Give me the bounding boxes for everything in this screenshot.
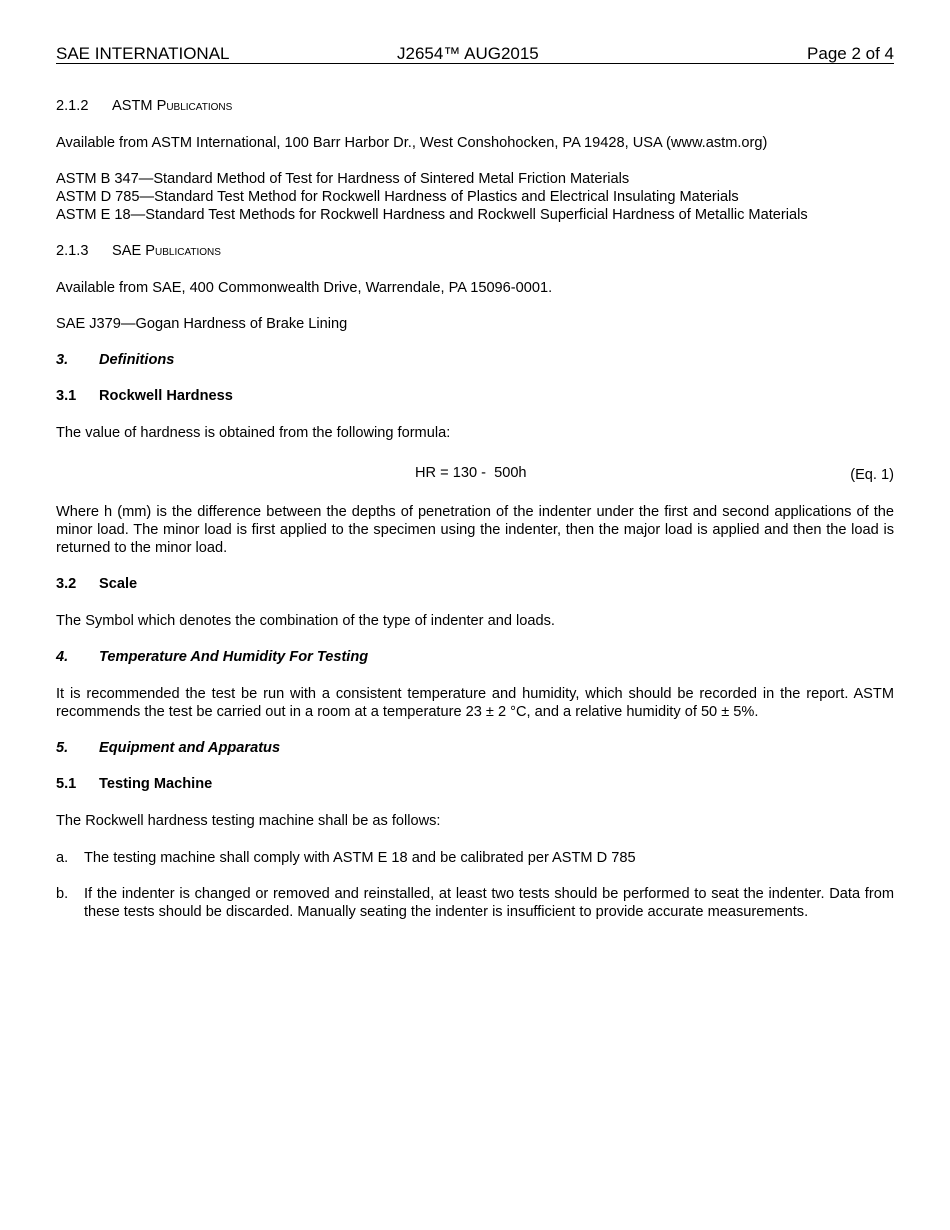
section-number: 5.: [56, 740, 69, 756]
section-5-1-heading: [56, 775, 212, 793]
list-item-text: The testing machine shall comply with ASTM E 18 and be calibrated per ASTM D 785: [84, 850, 636, 866]
section-number: 3.1: [56, 388, 77, 404]
equation-label: (Eq. 1): [850, 467, 894, 483]
section-number: 4.: [56, 649, 69, 665]
list-item: [56, 885, 894, 921]
list-item-text: If the indenter is changed or removed and reinstalled, at least two tests should be performed to seat the indenter. Data from these tests should be discarded. Manually seating the indenter is insufficient to provide accurate measurements.: [84, 886, 894, 920]
section-2-1-2-heading: [56, 97, 232, 115]
header-rule: [56, 63, 894, 64]
section-5-1-intro: The Rockwell hardness testing machine shall be as follows:: [56, 813, 441, 829]
section-3-2-text: The Symbol which denotes the combination of the type of indenter and loads.: [56, 613, 555, 629]
section-2-1-3-heading: [56, 242, 221, 260]
list-item-label: b.: [56, 886, 69, 902]
header-page-number: Page 2 of 4: [807, 44, 894, 63]
section-title: SAE Publications: [112, 243, 221, 259]
section-title: Rockwell Hardness: [99, 388, 233, 404]
section-3-1-heading: [56, 387, 233, 405]
section-title: Scale: [99, 576, 138, 592]
list-item: [56, 849, 894, 867]
sae-ref-j379: SAE J379—Gogan Hardness of Brake Lining: [56, 316, 348, 332]
section-title: Definitions: [99, 352, 175, 368]
astm-availability: Available from ASTM International, 100 Barr Harbor Dr., West Conshohocken, PA 19428, USA (www.astm.org): [56, 135, 768, 151]
section-3-heading: [56, 351, 174, 369]
header-org: SAE INTERNATIONAL: [56, 44, 230, 63]
section-3-1-intro: The value of hardness is obtained from the following formula:: [56, 425, 451, 441]
section-4-text: It is recommended the test be run with a consistent temperature and humidity, which should be recorded in the report. ASTM recommends the test be carried out in a room at a temperature 23 ± 2 °C, and a relative humidity of 50 ± 5%.: [56, 686, 894, 720]
astm-ref-d785: ASTM D 785—Standard Test Method for Rockwell Hardness of Plastics and Electrical Insulating Materials: [56, 189, 739, 205]
equation-formula: HR = 130 - 500h: [415, 465, 527, 481]
section-4-heading: [56, 648, 368, 666]
section-number: 5.1: [56, 776, 77, 792]
header-doc-number: J2654™ AUG2015: [397, 44, 539, 63]
section-number: 2.1.3: [56, 243, 89, 259]
section-5-heading: [56, 739, 280, 757]
astm-ref-e18: ASTM E 18—Standard Test Methods for Rockwell Hardness and Rockwell Superficial Hardness of Metallic Materials: [56, 207, 808, 223]
section-title: Temperature And Humidity For Testing: [99, 649, 369, 665]
section-number: 3.2: [56, 576, 77, 592]
list-item-label: a.: [56, 850, 69, 866]
section-3-2-heading: [56, 575, 137, 593]
section-title: Testing Machine: [99, 776, 213, 792]
section-3-1-where: Where h (mm) is the difference between the depths of penetration of the indenter under the first and second applications of the minor load. The minor load is first applied to the specimen using the indenter, then the major load is applied and then the load is returned to the minor load.: [56, 504, 894, 556]
sae-availability: Available from SAE, 400 Commonwealth Drive, Warrendale, PA 15096-0001.: [56, 280, 553, 296]
section-title: Equipment and Apparatus: [99, 740, 281, 756]
astm-ref-b347: ASTM B 347—Standard Method of Test for Hardness of Sintered Metal Friction Materials: [56, 171, 630, 187]
section-title: ASTM Publications: [112, 98, 233, 114]
section-number: 3.: [56, 352, 69, 368]
section-number: 2.1.2: [56, 98, 89, 114]
